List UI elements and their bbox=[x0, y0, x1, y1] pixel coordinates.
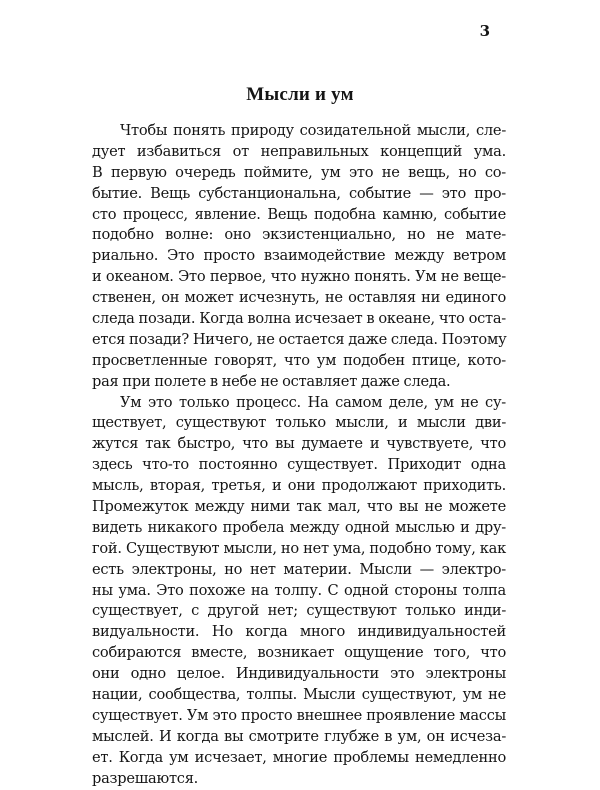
text-line: здесь что-то постоянно существует. Приходит одна bbox=[92, 456, 506, 474]
text-line: подобно волне: оно экзистенциально, но не мате- bbox=[92, 226, 506, 244]
chapter-title: Мысли и ум bbox=[246, 84, 354, 105]
text-line: ны ума. Это похоже на толпу. С одной стороны толпа bbox=[92, 581, 506, 599]
text-line: ществует, существуют только мысли, и мысли дви- bbox=[92, 414, 506, 432]
text-line: ется позади? Ничего, не остается даже следа. Поэтому bbox=[92, 330, 507, 348]
text-line: рая при полете в небе не оставляет даже следа. bbox=[92, 372, 451, 390]
text-line: есть электроны, но нет материи. Мысли — электро- bbox=[92, 560, 506, 578]
text-line: В первую очередь поймите, ум это не вещь, но со- bbox=[92, 163, 506, 181]
text-line: существует. Ум это просто внешнее проявление массы bbox=[92, 706, 506, 724]
text-line: собираются вместе, возникает ощущение того, что bbox=[92, 644, 506, 662]
text-line: просветленные говорят, что ум подобен птице, кото- bbox=[92, 351, 506, 369]
text-line: Ум это только процесс. На самом деле, ум не су- bbox=[120, 393, 506, 411]
text-line: гой. Существуют мысли, но нет ума, подобно тому, как bbox=[92, 539, 506, 557]
body-text bbox=[92, 121, 506, 790]
text-line: мыслей. И когда вы смотрите глубже в ум, он исчеза- bbox=[92, 727, 506, 745]
text-line: видеть никакого пробела между одной мыслью и дру- bbox=[92, 518, 506, 536]
text-line: ет. Когда ум исчезает, многие проблемы немедленно bbox=[92, 748, 506, 766]
text-line: дует избавиться от неправильных концепций ума. bbox=[92, 142, 506, 160]
text-line: разрешаются. bbox=[92, 769, 199, 787]
text-line: следа позади. Когда волна исчезает в океане, что оста- bbox=[92, 310, 506, 328]
text-line: жутся так быстро, что вы думаете и чувствуете, что bbox=[92, 435, 506, 453]
text-line: Чтобы понять природу созидательной мысли, сле- bbox=[120, 122, 506, 139]
text-line: они одно целое. Индивидуальности это электроны bbox=[92, 665, 506, 683]
text-line: существует, с другой нет; существуют только инди- bbox=[92, 602, 506, 620]
text-line: мысль, вторая, третья, и они продолжают приходить. bbox=[92, 477, 506, 495]
page-number: 3 bbox=[479, 22, 490, 40]
text-line: риально. Это просто взаимодействие между ветром bbox=[92, 247, 506, 265]
text-line: видуальности. Но когда много индивидуальностей bbox=[92, 623, 506, 641]
text-line: и океаном. Это первое, что нужно понять. Ум не веще- bbox=[92, 268, 506, 286]
text-line: ственен, он может исчезнуть, не оставляя ни единого bbox=[92, 289, 506, 307]
text-line: нации, сообщества, толпы. Мысли существуют, ум не bbox=[92, 686, 506, 704]
text-line: Промежуток между ними так мал, что вы не можете bbox=[92, 498, 506, 516]
text-line: бытие. Вещь субстанциональна, событие — это про- bbox=[92, 184, 506, 202]
text-line: сто процесс, явление. Вещь подобна камню, событие bbox=[92, 205, 506, 223]
